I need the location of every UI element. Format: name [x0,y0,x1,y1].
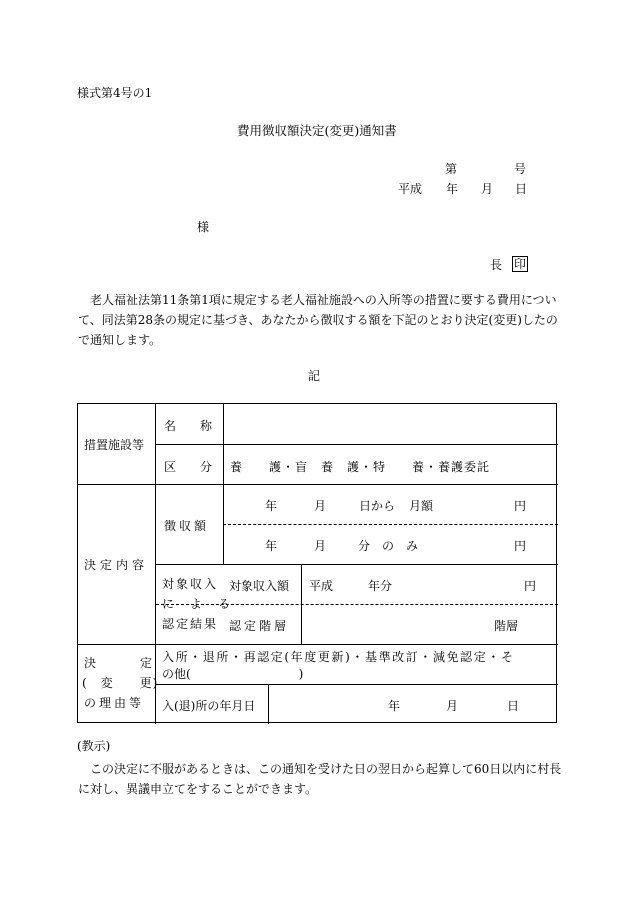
row2-year: 年 [265,539,278,553]
date-era: 平成 [398,182,423,196]
row2-month: 月 [314,539,327,553]
row1-year: 年 [265,499,278,513]
row1-yen: 円 [514,499,527,513]
date-month: 月 [481,182,494,196]
doc-no-go: 号 [514,162,527,176]
addressee-suffix: 様 [197,220,210,234]
body-line: 老人福祉法第11条第1項に規定する老人福祉施設への入所等の措置に要する費用につい [90,293,557,307]
entry-date-label: 入(退)所の年月日 [162,699,256,713]
collection-label: 徴収額 [164,519,210,533]
date-day: 日 [515,182,528,196]
notice-title: (教示) [77,739,111,753]
income-amount-label: 対象収入額 [229,579,290,593]
facility-header: 措置施設等 [84,438,145,452]
income-year-part: 年分 [368,579,393,593]
date-year: 年 [446,182,459,196]
row1-monthly: 月額 [409,499,434,513]
issuer-seal [512,255,528,272]
notice-paragraph [78,759,562,799]
income-label-line: に よ る [162,597,233,611]
entry-day: 日 [507,699,520,713]
document-title: 費用徴収額決定(変更)通知書 [237,123,397,138]
row1-month: 月 [314,499,327,513]
income-label-line: 対象収入 [162,577,219,591]
facility-name-field[interactable] [226,408,554,440]
issuer-cho: 長 [490,258,503,272]
body-line: て、同法第28条の規定に基づき、あなたから徴収する額を下記のとおり決定(変更)したの [78,313,558,327]
row1-from: 日から [359,499,396,513]
ki-heading: 記 [308,369,321,383]
income-era: 平成 [309,579,334,593]
income-yen: 円 [524,579,537,593]
reason-header-line: 決 定 [84,656,155,670]
fee-decision-table [77,403,557,723]
form-number: 様式第4号の1 [77,86,153,100]
reason-header-line: の理由等 [84,696,145,710]
body-paragraph [78,290,558,350]
name-label: 名 称 [164,419,213,433]
entry-month: 月 [446,699,459,713]
decision-header: 決定内容 [84,558,149,572]
notice-line: に対し、異議申立てをすることができます。 [78,782,318,796]
category-value: 養 護・盲 養 護・特 養・養護委託 [230,460,491,474]
level-value: 階層 [494,619,519,633]
entry-year: 年 [388,699,401,713]
category-label: 区 分 [164,460,213,474]
body-line: で通知します。 [78,333,162,347]
seal-mark: 印 [514,257,527,271]
level-label: 認定階層 [229,619,290,633]
reason-text-line: 入所・退所・再認定(年度更新)・基準改訂・減免認定・そ [162,650,515,664]
income-label-line: 認定結果 [162,617,219,631]
notice-line: この決定に不服があるときは、この通知を受けた日の翌日から起算して60日以内に村長 [90,762,562,776]
row2-only: 分 の み [358,539,419,553]
reason-header-line: ( 変 更) [82,676,159,690]
doc-no-dai: 第 [445,162,458,176]
row2-yen: 円 [514,539,527,553]
reason-text-line: の他( ) [162,667,304,681]
